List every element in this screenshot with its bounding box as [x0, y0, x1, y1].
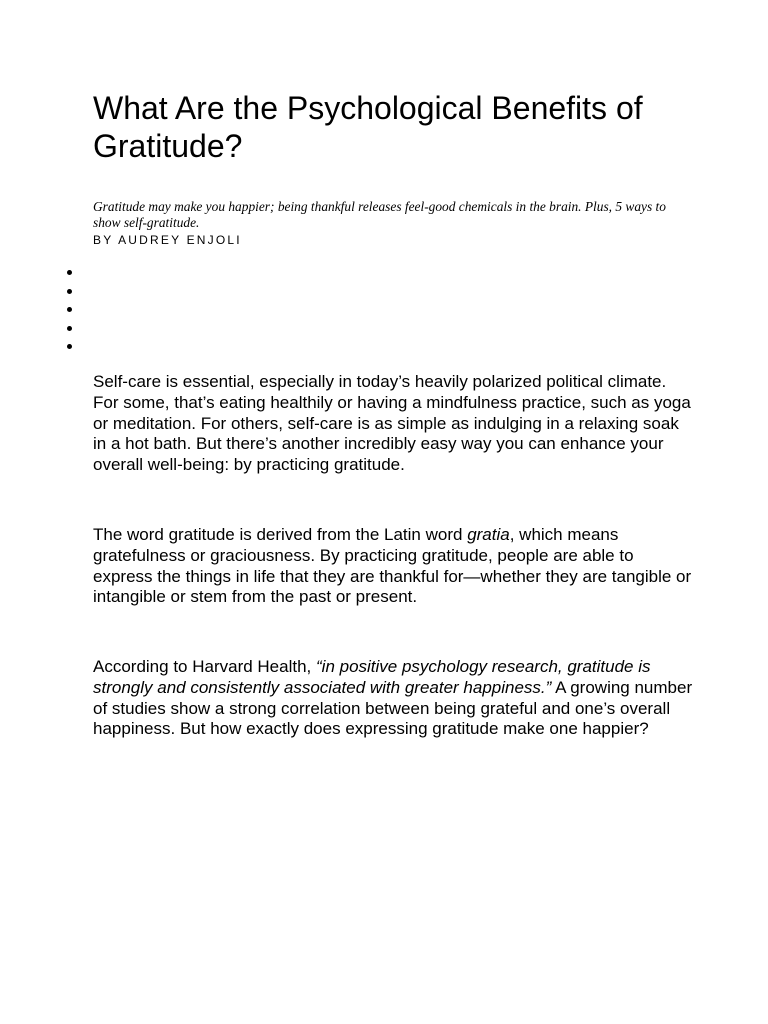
list-item: [66, 319, 76, 338]
bullet-icon: [67, 289, 72, 294]
list-item: [66, 263, 76, 282]
list-item: [66, 337, 76, 356]
article-subtitle: Gratitude may make you happier; being thankful releases feel-good chemicals in the brain. Plus, 5 ways to show self-gratitude.: [93, 199, 666, 230]
paragraph-harvard-health: [93, 657, 693, 740]
paragraph-self-care: Self-care is essential, especially in today’s heavily polarized political climate. For some, that’s eating healthily or having a mindfulness practice, such as yoga or meditation. For others, self-care is as simple as indulging in a relaxing soak in a hot bath. But there’s another incredibly easy way you can enhance your overall well-being: by practicing gratitude.: [93, 372, 691, 475]
harvard-quote: “in positive psychology research, gratitude is strongly and consistently associated with greater happiness.”: [93, 657, 651, 697]
list-item: [66, 300, 76, 319]
paragraph-text: A growing number of studies show a strong correlation between being grateful and one’s overall happiness. But how exactly does expressing gratitude make one happier?: [93, 677, 693, 739]
article-title: What Are the Psychological Benefits of Gratitude?: [93, 90, 643, 164]
empty-bullet-list: [66, 263, 76, 356]
paragraph-word-gratitude: [93, 525, 693, 608]
bullet-icon: [67, 307, 72, 312]
paragraph-text: According to Harvard Health,: [93, 657, 316, 676]
list-item: [66, 282, 76, 301]
paragraph-text: The word gratitude is derived from the Latin word: [93, 525, 468, 544]
article-byline: BY AUDREY ENJOLI: [93, 233, 242, 247]
bullet-icon: [67, 326, 72, 331]
paragraph-text: , which means gratefulness or graciousness. By practicing gratitude, people are able to express the things in life that they are thankful for—whether they are tangible or intangible or stem from the past or present.: [93, 525, 692, 607]
bullet-icon: [67, 270, 72, 275]
latin-word: gratia: [467, 525, 510, 544]
bullet-icon: [67, 344, 72, 349]
